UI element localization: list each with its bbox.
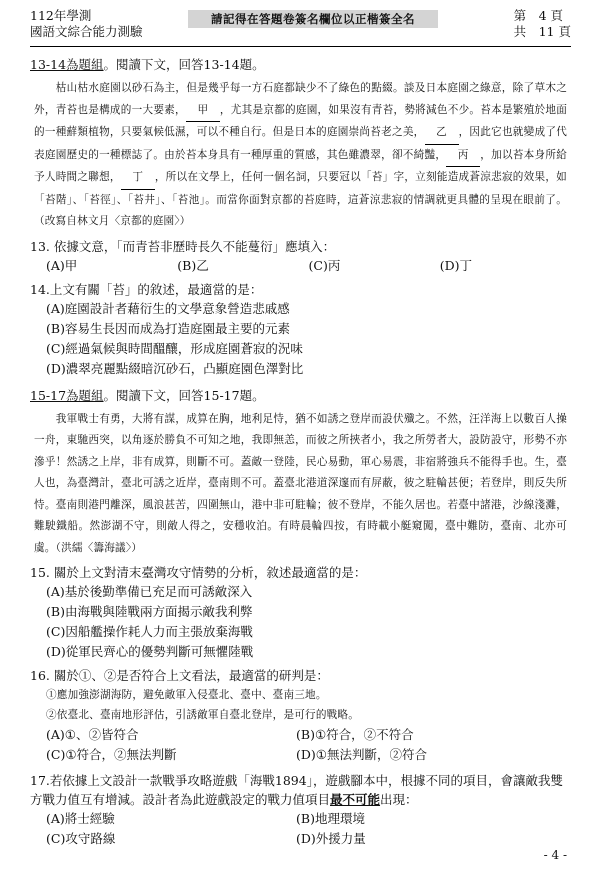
- question-13-stem: 13. 依據文意，「而青苔非歷時長久不能蔓衍」應填入：: [30, 238, 336, 254]
- blank-bing: 丙: [446, 145, 480, 168]
- question-15-options: [46, 582, 571, 662]
- section-range: 13-14為題組: [30, 57, 104, 72]
- reading-passage-2: [34, 409, 567, 560]
- option-a: (A)甲: [46, 257, 78, 273]
- option-c: (C)攻守路線: [46, 831, 116, 846]
- option-d: (D)丁: [439, 257, 473, 273]
- option-c: (C)①符合，②無法判斷: [46, 747, 177, 762]
- total-pages: 共 11 頁: [513, 24, 571, 39]
- exam-info: [30, 8, 143, 40]
- exam-title: 112年學測: [30, 8, 92, 23]
- page-header: [30, 8, 571, 42]
- option-d: (D)①無法判斷，②符合: [296, 747, 427, 762]
- section-instruction: 。閱讀下文，回答15-17題。: [103, 387, 265, 403]
- blank-jia: 甲: [186, 100, 220, 123]
- option-b: (B)①符合，②不符合: [296, 727, 414, 742]
- header-divider: [30, 46, 571, 47]
- option-b: (B)容易生長因而成為打造庭園最主要的元素: [46, 320, 290, 336]
- signature-reminder-banner: 請記得在答題卷簽名欄位以正楷簽全名: [188, 10, 438, 28]
- option-b: (B)由海戰與陸戰兩方面揭示敵我利弊: [46, 604, 253, 619]
- passage-text: ，加以苔本身所給予人時間之聯想，: [34, 148, 567, 183]
- passage-text: ，因此它也就變成了代表庭園歷史的一種標誌了。由於苔本身具有一種厚重的質感，其色雖濃翠，卻不綺豔，: [34, 126, 567, 161]
- passage-text: ，所以在文學上，任何一個名詞，只要冠以「苔」字，立刻能造成蒼涼悲寂的效果，如「苔階」、「苔徑」、「苔井」、「苔池」。而當你面對京都的苔庭時，這蒼涼悲寂的情調就更具體的呈現在眼前了。（改寫自林文月〈京都的庭園〉）: [34, 171, 567, 227]
- option-b: (B)地理環境: [296, 811, 365, 826]
- page-footer-number: - 4 -: [543, 848, 567, 862]
- option-c: (C)因船艦操作耗人力而主張放棄海戰: [46, 624, 253, 639]
- stem-text: 出現：: [380, 792, 418, 807]
- statement-2: ②依臺北、臺南地形評估，引誘敵軍自臺北登岸，是可行的戰略。: [46, 709, 360, 721]
- exam-subject: 國語文綜合能力測驗: [30, 24, 143, 39]
- section-heading-13-14: [30, 56, 571, 74]
- option-d: (D)外援力量: [296, 831, 366, 846]
- page-counter: [514, 8, 571, 40]
- question-16-stem: 16. 關於①、②是否符合上文看法，最適當的研判是：: [30, 668, 329, 683]
- emphasis-text: 最不可能: [330, 792, 381, 807]
- reading-passage-1: [34, 78, 567, 233]
- blank-ding: 丁: [121, 167, 155, 190]
- question-14-options: [46, 299, 571, 379]
- passage-text: ，尤其是京都的庭園，如果沒有青苔，勢將減色不少。苔本是繁殖於地面的一種蘚類植物，只要氣候低濕，可以不種自行。但是日本的庭園崇尚苔老之美，: [34, 103, 567, 138]
- option-a: (A)①、②皆符合: [46, 727, 139, 742]
- option-b: (B)乙: [177, 257, 209, 273]
- section-range: 15-17為題組: [30, 387, 104, 403]
- question-17-options: [46, 809, 571, 849]
- question-15-stem: 15. 關於上文對清末臺灣攻守情勢的分析，敘述最適當的是：: [30, 565, 367, 580]
- option-d: (D)從軍民齊心的優勢判斷可無懼陸戰: [46, 644, 254, 659]
- option-c: (C)經過氣候與時間醞釀，形成庭園蒼寂的況味: [46, 340, 303, 356]
- section-heading-15-17: [30, 387, 571, 405]
- option-d: (D)濃翠亮麗點綴暗沉砂石，凸顯庭園色澤對比: [46, 360, 304, 376]
- blank-yi: 乙: [425, 122, 459, 145]
- stem-text: 17.若依據上文設計一款戰爭攻略遊戲「海戰1894」，遊戲腳本中，根據不同的項目，會讓敵我雙方戰力值互有增減。設計者為此遊戲設定的戰力值項目: [30, 773, 563, 807]
- option-a: (A)庭園設計者藉衍生的文學意象營造悲戚感: [46, 300, 290, 316]
- option-a: (A)將士經驗: [46, 811, 115, 826]
- question-16-statements: [46, 685, 571, 725]
- content: [30, 56, 571, 849]
- question-14-stem: 14.上文有關「苔」的敘述，最適當的是：: [30, 281, 263, 297]
- option-c: (C)丙: [308, 257, 341, 273]
- section-instruction: 。閱讀下文，回答13-14題。: [103, 57, 265, 72]
- question-17-stem: [30, 771, 571, 809]
- statement-1: ①應加強澎湖海防，避免敵軍入侵臺北、臺中、臺南三地。: [46, 689, 327, 701]
- passage-text: 我軍戰士有勇，大將有謀，成算在胸，地利足恃，猶不如誘之登岸而設伏殲之。不然，汪洋海上以數百人操一舟，東馳西突，以角逐於勝負不可知之地，我即無恙，而彼之所挾者小，我之所勞者大，設防設守，形勢不亦滲乎！然誘之上岸，非有成算，則斷不可。蓋敵一登陸，民心易動，軍心易震，非宿將強兵不能得手也。生，臺人也，為臺灣計，臺北可誘之近岸，臺南則不可。蓋臺北港道深邃而有屏蔽，彼之駐輪甚便；若登岸，則反失所恃。臺南則港門離深，風浪甚苦，四圍無山，港中非可駐輪；彼不登岸，不能久居也。若臺中諸港，沙線淺灘，難駛鐵船。然澎湖不守，則敵人得之，安穩收泊。有時晨輪四按，有時載小艇窺闖，臺中難防，臺南、北亦可虞。（洪繻〈籌海議〉）: [34, 412, 567, 554]
- option-a: (A)基於後勤準備已充足而可誘敵深入: [46, 584, 253, 599]
- question-13-options: [46, 256, 571, 276]
- passage-text: 枯山枯水庭園以砂石為主，但是幾乎每一方石庭都缺少不了綠色的點綴。談及日本庭園之綠意，除了草木之外，青苔也是構成的一大要素，: [34, 82, 567, 116]
- question-16-options: [46, 725, 571, 765]
- page-number: 第 4 頁: [513, 8, 564, 23]
